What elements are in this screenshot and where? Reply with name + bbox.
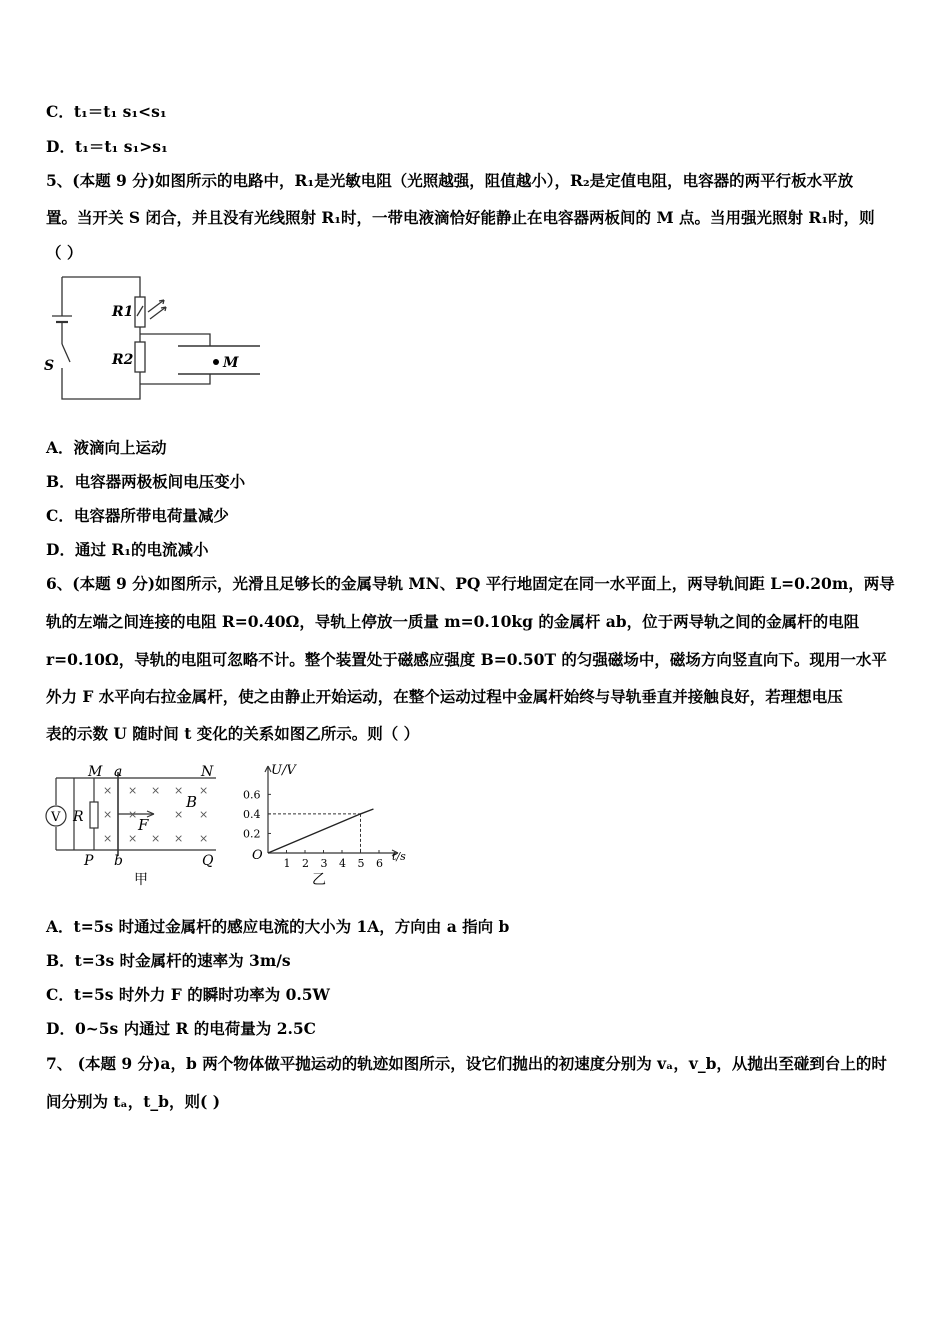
- svg-text:×: ×: [103, 808, 113, 821]
- resistor-r-label: R: [73, 809, 84, 825]
- svg-text:P: P: [84, 853, 94, 869]
- q5-stem-line2: 置。当开关 S 闭合，并且没有光线照射 R₁时，一带电液滴恰好能静止在电容器两板间的 M 点。当用强光照射 R₁时，则: [46, 208, 875, 227]
- switch-label: S: [44, 358, 55, 374]
- q6-stem-line4: 外力 F 水平向右拉金属杆，使之由静止开始运动，在整个运动过程中金属杆始终与导轨垂直并接触良好，若理想电压: [46, 687, 843, 706]
- svg-text:×: ×: [174, 832, 184, 845]
- svg-text:×: ×: [199, 832, 209, 845]
- x-tick-label: 3: [320, 857, 328, 870]
- y-tick-label: 0.2: [243, 827, 261, 841]
- q7-stem-line2: 间分别为 tₐ，t_b，则( ): [46, 1092, 221, 1111]
- svg-text:a: a: [114, 764, 123, 780]
- q6-stem-line5: 表的示数 U 随时间 t 变化的关系如图乙所示。则（ ）: [46, 724, 420, 743]
- svg-text:N: N: [201, 764, 214, 780]
- svg-text:M: M: [88, 764, 103, 780]
- caption-yi: 乙: [312, 872, 326, 888]
- q6-option-d: D．0~5s 内通过 R 的电荷量为 2.5C: [46, 1019, 317, 1038]
- svg-text:×: ×: [174, 808, 184, 821]
- svg-text:×: ×: [151, 832, 161, 845]
- q6-stem-line2: 轨的左端之间连接的电阻 R=0.40Ω，导轨上停放一质量 m=0.10kg 的金属杆 ab，位于两导轨之间的金属杆的电阻: [46, 612, 860, 631]
- m-label: M: [223, 355, 239, 371]
- caption-jia: 甲: [134, 872, 148, 888]
- q7-stem-line1: 7、 (本题 9 分)a，b 两个物体做平抛运动的轨迹如图所示，设它们抛出的初速度分别为 vₐ，v_b，从抛出至碰到台上的时: [46, 1054, 887, 1073]
- q5-circuit-figure: [40, 272, 260, 407]
- x-tick-label: 6: [376, 857, 383, 870]
- q5-option-c: C．电容器所带电荷量减少: [46, 506, 229, 525]
- svg-text:×: ×: [128, 832, 138, 845]
- x-tick-label: 2: [302, 857, 309, 870]
- u-t-series-line: [268, 809, 373, 853]
- x-tick-label: 4: [339, 857, 346, 870]
- x-tick-label: 5: [357, 857, 365, 870]
- svg-text:×: ×: [151, 784, 161, 797]
- r1-label: R1: [112, 304, 134, 320]
- droplet-m: [213, 359, 219, 365]
- q6-figure-jia: [44, 762, 224, 890]
- q6-stem-line1: 6、(本题 9 分)如图所示，光滑且足够长的金属导轨 MN、PQ 平行地固定在同一水平面上，两导轨间距 L=0.20m，两导: [46, 574, 895, 593]
- q5-stem-line1: 5、(本题 9 分)如图所示的电路中，R₁是光敏电阻（光照越强，阻值越小），R₂是定值电阻，电容器的两平行板水平放: [46, 171, 854, 190]
- svg-text:×: ×: [174, 784, 184, 797]
- q6-option-a: A．t=5s 时通过金属杆的感应电流的大小为 1A，方向由 a 指向 b: [46, 917, 510, 936]
- y-tick-label: 0.6: [243, 788, 261, 802]
- y-tick-label: 0.4: [243, 807, 261, 821]
- svg-text:Q: Q: [202, 853, 214, 869]
- voltmeter-label: V: [51, 810, 61, 825]
- q6-option-c: C．t=5s 时外力 F 的瞬时功率为 0.5W: [46, 985, 330, 1004]
- svg-text:B: B: [186, 793, 198, 811]
- svg-text:×: ×: [103, 784, 113, 797]
- r2-label: R2: [112, 352, 134, 368]
- svg-text:F: F: [138, 816, 149, 834]
- q5-option-b: B．电容器两极板间电压变小: [46, 472, 246, 491]
- svg-text:b: b: [114, 853, 123, 869]
- q5-stem-line3: （ ）: [46, 243, 83, 262]
- svg-text:×: ×: [199, 808, 209, 821]
- q6-chart-yi: [238, 760, 418, 892]
- svg-text:×: ×: [103, 832, 113, 845]
- q4-option-c: C．t₁＝t₁ s₁<s₁: [46, 102, 167, 121]
- q6-stem-line3: r=0.10Ω，导轨的电阻可忽略不计。整个装置处于磁感应强度 B=0.50T 的匀强磁场中，磁场方向竖直向下。现用一水平: [46, 650, 887, 669]
- q6-option-b: B．t=3s 时金属杆的速率为 3m/s: [46, 951, 291, 970]
- svg-text:×: ×: [128, 808, 138, 821]
- x-tick-label: 1: [283, 857, 291, 870]
- q4-option-d: D．t₁＝t₁ s₁>s₁: [46, 137, 168, 156]
- r2-resistor: [135, 342, 145, 372]
- svg-text:×: ×: [128, 784, 138, 797]
- q5-option-a: A．液滴向上运动: [46, 438, 167, 457]
- x-axis-label: t/s: [392, 850, 406, 863]
- origin-label: O: [252, 848, 263, 863]
- svg-text:×: ×: [199, 784, 209, 797]
- y-axis-label: U/V: [271, 763, 296, 778]
- q5-option-d: D．通过 R₁的电流减小: [46, 540, 209, 559]
